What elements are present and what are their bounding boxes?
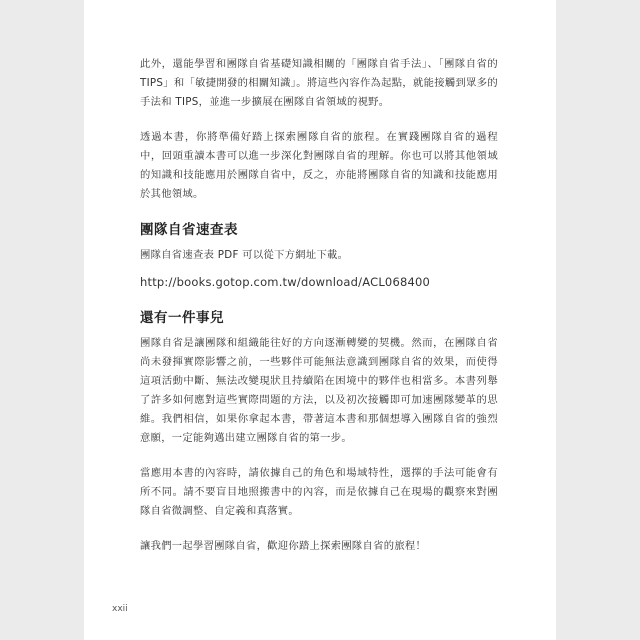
paragraph-intro-2: 透過本書，你將準備好踏上探索團隊自省的旅程。在實踐團隊自省的過程中，回頭重讀本書可以進一步深化對團隊自省的理解。你也可以將其他領域的知識和技能應用於團隊自省中，反之，亦能將團隊自省的知識和技能應用於其他領域。	[140, 131, 498, 200]
paragraph-one-more-3: 讓我們一起學習團隊自省，歡迎你踏上探索團隊自省的旅程！	[140, 540, 427, 552]
download-url: http://books.gotop.com.tw/download/ACL068400	[140, 275, 431, 289]
section-heading-one-more-thing: 還有一件事兒	[140, 310, 224, 326]
paragraph-one-more-1: 團隊自省是讓團隊和組織能往好的方向逐漸轉變的契機。然而，在團隊自省尚未發揮實際影響之前，一些夥伴可能無法意識到團隊自省的效果，而使得這項活動中斷、無法改變現狀且持續陷在困境中的夥伴也相當多。本書列舉了許多如何應對這些實際問題的方法，以及初次接觸即可加速團隊變革的思維。我們相信，如果你拿起本書，帶著這本書和那個想導入團隊自省的強烈意願，一定能夠邁出建立團隊自省的第一步。	[140, 337, 498, 444]
paragraph-one-more-2: 當應用本書的內容時，請依據自己的角色和場域特性，選擇的手法可能會有所不同。請不要盲目地照搬書中的內容，而是依據自己在現場的觀察來對團隊自省微調整、自定義和真落實。	[140, 467, 498, 517]
page-number: xxii	[112, 604, 128, 614]
book-page	[84, 0, 556, 640]
page-content	[140, 55, 498, 556]
paragraph-intro-1: 此外，還能學習和團隊自省基礎知識相關的「團隊自省手法」、「團隊自省的TIPS」和「敏捷開發的相關知識」。將這些內容作為起點，就能接觸到眾多的手法和 TIPS，並進一步擴展在團隊自省領域的視野。	[140, 58, 498, 108]
paragraph-cheatsheet: 團隊自省速查表 PDF 可以從下方網址下載。	[140, 249, 349, 261]
section-heading-cheatsheet: 團隊自省速查表	[140, 222, 238, 238]
